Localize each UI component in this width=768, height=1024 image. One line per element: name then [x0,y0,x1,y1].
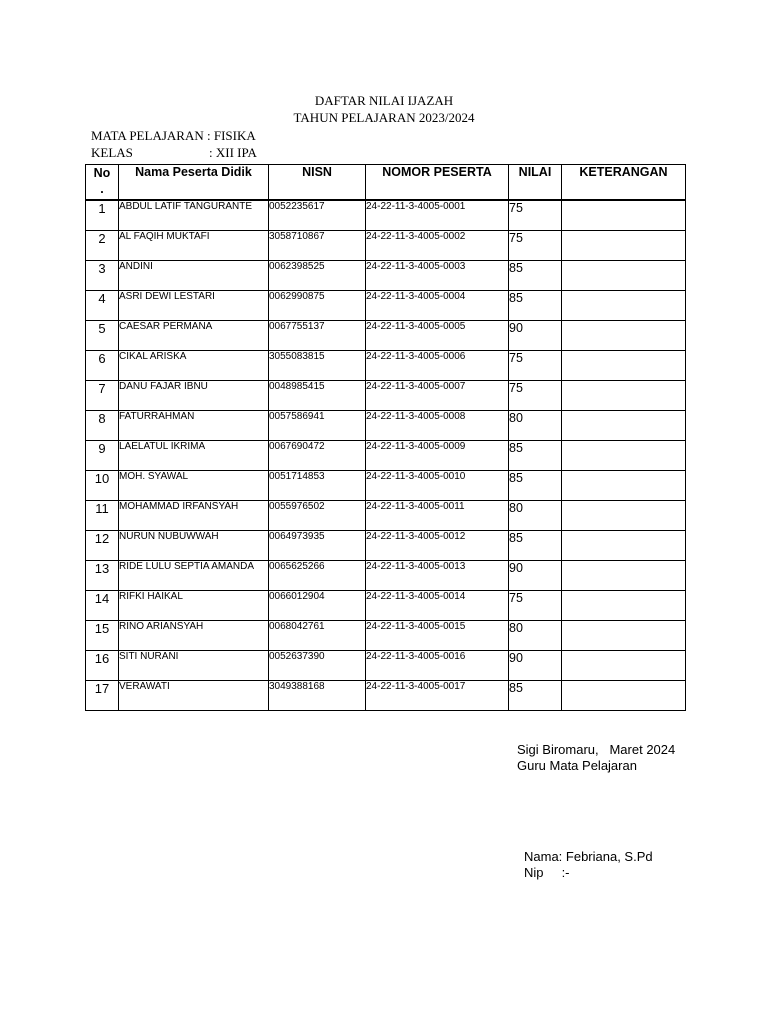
cell-no: 14 [86,591,119,621]
cell-no: 8 [86,411,119,441]
cell-no: 13 [86,561,119,591]
table-row [86,231,686,261]
class-value: XII IPA [215,145,257,160]
cell-nomor-peserta: 24-22-11-3-4005-0007 [366,381,509,411]
cell-nomor-peserta: 24-22-11-3-4005-0010 [366,471,509,501]
table-row [86,200,686,231]
signature-name: Nama: Febriana, S.Pd [524,849,653,864]
cell-nilai: 80 [509,621,562,651]
table-row [86,681,686,711]
cell-name: RINO ARIANSYAH [119,621,269,651]
header-no-line2: . [100,182,104,196]
cell-name: LAELATUL IKRIMA [119,441,269,471]
cell-nilai: 85 [509,531,562,561]
cell-name: MOHAMMAD IRFANSYAH [119,501,269,531]
cell-name: NURUN NUBUWWAH [119,531,269,561]
cell-keterangan [562,200,686,231]
subject-label: MATA PELAJARAN [91,128,204,143]
cell-nilai: 75 [509,351,562,381]
cell-keterangan [562,441,686,471]
cell-no: 4 [86,291,119,321]
cell-nisn: 0051714853 [269,471,366,501]
header-nisn: NISN [269,165,366,201]
table-header-row [86,165,686,201]
cell-name: MOH. SYAWAL [119,471,269,501]
cell-nomor-peserta: 24-22-11-3-4005-0006 [366,351,509,381]
table-row [86,471,686,501]
cell-name: DANU FAJAR IBNU [119,381,269,411]
document-title: DAFTAR NILAI IJAZAH [314,93,454,108]
cell-keterangan [562,501,686,531]
header-name: Nama Peserta Didik [119,165,269,201]
cell-no: 17 [86,681,119,711]
cell-no: 15 [86,621,119,651]
cell-no: 11 [86,501,119,531]
table-row [86,621,686,651]
table-row [86,441,686,471]
cell-nomor-peserta: 24-22-11-3-4005-0012 [366,531,509,561]
table-row [86,351,686,381]
cell-no: 1 [86,200,119,231]
cell-keterangan [562,621,686,651]
cell-no: 5 [86,321,119,351]
cell-keterangan [562,531,686,561]
table-row [86,381,686,411]
academic-year: TAHUN PELAJARAN 2023/2024 [293,110,475,125]
cell-keterangan [562,321,686,351]
cell-nisn: 0067690472 [269,441,366,471]
cell-nisn: 0048985415 [269,381,366,411]
cell-keterangan [562,291,686,321]
subject-line [91,128,256,144]
cell-name: ABDUL LATIF TANGURANTE [119,200,269,231]
table-row [86,261,686,291]
cell-keterangan [562,471,686,501]
cell-nisn: 0065625266 [269,561,366,591]
table-row [86,411,686,441]
cell-no: 7 [86,381,119,411]
cell-name: FATURRAHMAN [119,411,269,441]
subject-value: FISIKA [213,128,256,143]
cell-name: AL FAQIH MUKTAFI [119,231,269,261]
cell-nisn: 0066012904 [269,591,366,621]
cell-nilai: 85 [509,291,562,321]
header-no [86,165,119,201]
table-row [86,531,686,561]
cell-keterangan [562,231,686,261]
cell-name: ASRI DEWI LESTARI [119,291,269,321]
header-nomor-peserta: NOMOR PESERTA [366,165,509,201]
cell-name: VERAWATI [119,681,269,711]
cell-keterangan [562,651,686,681]
cell-nomor-peserta: 24-22-11-3-4005-0016 [366,651,509,681]
cell-nomor-peserta: 24-22-11-3-4005-0013 [366,561,509,591]
cell-nisn: 0062990875 [269,291,366,321]
table-row [86,561,686,591]
cell-nilai: 75 [509,200,562,231]
cell-nisn: 0052235617 [269,200,366,231]
cell-no: 12 [86,531,119,561]
cell-keterangan [562,351,686,381]
table-row [86,591,686,621]
class-separator: : [209,145,213,160]
cell-no: 6 [86,351,119,381]
cell-nisn: 3058710867 [269,231,366,261]
cell-keterangan [562,591,686,621]
cell-name: ANDINI [119,261,269,291]
subject-separator: : [206,128,211,143]
cell-nilai: 85 [509,471,562,501]
cell-nilai: 85 [509,261,562,291]
cell-no: 10 [86,471,119,501]
cell-nomor-peserta: 24-22-11-3-4005-0009 [366,441,509,471]
cell-nomor-peserta: 24-22-11-3-4005-0002 [366,231,509,261]
cell-nilai: 90 [509,561,562,591]
cell-nisn: 0068042761 [269,621,366,651]
cell-name: SITI NURANI [119,651,269,681]
cell-nomor-peserta: 24-22-11-3-4005-0008 [366,411,509,441]
cell-nilai: 80 [509,411,562,441]
cell-no: 9 [86,441,119,471]
cell-name: RIFKI HAIKAL [119,591,269,621]
cell-nilai: 75 [509,381,562,411]
cell-nisn: 3049388168 [269,681,366,711]
cell-no: 3 [86,261,119,291]
table-row [86,501,686,531]
cell-nilai: 75 [509,231,562,261]
cell-nilai: 90 [509,651,562,681]
cell-nisn: 0052637390 [269,651,366,681]
cell-nilai: 85 [509,681,562,711]
cell-nomor-peserta: 24-22-11-3-4005-0015 [366,621,509,651]
cell-nilai: 90 [509,321,562,351]
signature-nip: Nip :- [524,865,570,880]
cell-name: CIKAL ARISKA [119,351,269,381]
cell-nisn: 0062398525 [269,261,366,291]
cell-nisn: 0055976502 [269,501,366,531]
class-line [91,145,257,161]
header-nilai: NILAI [509,165,562,201]
table-row [86,291,686,321]
cell-nisn: 0067755137 [269,321,366,351]
cell-nomor-peserta: 24-22-11-3-4005-0001 [366,200,509,231]
signature-place-date: Sigi Biromaru, Maret 2024 [517,742,676,757]
cell-nomor-peserta: 24-22-11-3-4005-0005 [366,321,509,351]
header-no-line1: No [93,166,111,180]
cell-no: 16 [86,651,119,681]
grades-table [85,164,686,711]
cell-nomor-peserta: 24-22-11-3-4005-0011 [366,501,509,531]
cell-nomor-peserta: 24-22-11-3-4005-0017 [366,681,509,711]
header-keterangan: KETERANGAN [562,165,686,201]
cell-nisn: 0057586941 [269,411,366,441]
cell-nilai: 85 [509,441,562,471]
cell-nomor-peserta: 24-22-11-3-4005-0014 [366,591,509,621]
cell-name: CAESAR PERMANA [119,321,269,351]
cell-keterangan [562,261,686,291]
table-row [86,651,686,681]
table-body [86,200,686,711]
cell-nilai: 75 [509,591,562,621]
cell-keterangan [562,561,686,591]
cell-nisn: 0064973935 [269,531,366,561]
class-label: KELAS [91,145,133,160]
cell-keterangan [562,681,686,711]
cell-keterangan [562,381,686,411]
cell-nisn: 3055083815 [269,351,366,381]
signature-role: Guru Mata Pelajaran [517,758,637,773]
cell-nilai: 80 [509,501,562,531]
cell-nomor-peserta: 24-22-11-3-4005-0004 [366,291,509,321]
cell-name: RIDE LULU SEPTIA AMANDA [119,561,269,591]
table-row [86,321,686,351]
cell-no: 2 [86,231,119,261]
cell-nomor-peserta: 24-22-11-3-4005-0003 [366,261,509,291]
cell-keterangan [562,411,686,441]
